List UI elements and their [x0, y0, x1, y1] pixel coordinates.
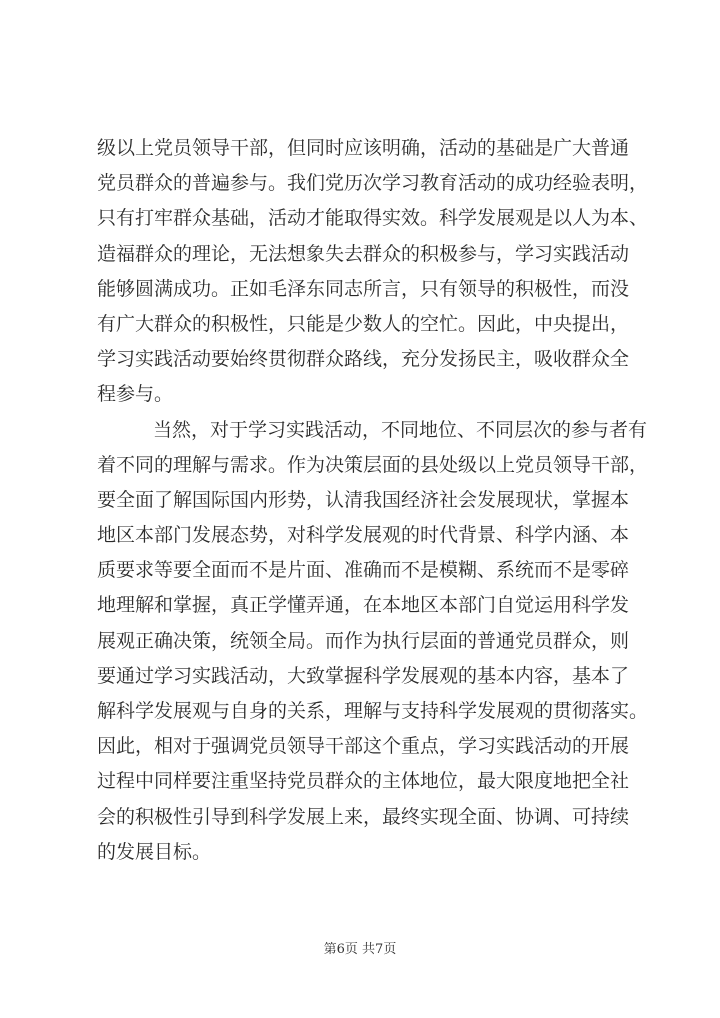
text-line: 质要求等要全面而不是片面、准确而不是模糊、系统而不是零碎	[97, 559, 630, 582]
text-line: 因此，相对于强调党员领导干部这个重点，学习实践活动的开展	[97, 735, 630, 758]
text-line: 地区本部门发展态势，对科学发展观的时代背景、科学内涵、本	[97, 524, 630, 547]
text-line: 要通过学习实践活动，大致掌握科学发展观的基本内容，基本了	[97, 664, 630, 687]
page-footer: 第6页 共7页	[323, 942, 397, 957]
text-line: 造福群众的理论，无法想象失去群众的积极参与，学习实践活动	[97, 242, 630, 265]
text-line: 着不同的理解与需求。作为决策层面的县处级以上党员领导干部，	[97, 453, 649, 476]
body-text	[97, 134, 649, 873]
paragraph	[97, 416, 649, 873]
text-line: 有广大群众的积极性，只能是少数人的空忙。因此，中央提出，	[97, 312, 630, 335]
text-line: 党员群众的普遍参与。我们党历次学习教育活动的成功经验表明，	[97, 172, 649, 195]
text-line: 当然，对于学习实践活动，不同地位、不同层次的参与者有	[153, 418, 648, 441]
text-line: 会的积极性引导到科学发展上来，最终实现全面、协调、可持续	[97, 805, 630, 828]
text-line: 的发展目标。	[97, 840, 212, 863]
paragraph	[97, 134, 649, 416]
text-line: 解科学发展观与自身的关系，理解与支持科学发展观的贯彻落实。	[97, 700, 649, 722]
text-line: 过程中同样要注重坚持党员群众的主体地位，最大限度地把全社	[97, 770, 630, 793]
text-line: 要全面了解国际国内形势，认清我国经济社会发展现状，掌握本	[97, 488, 630, 511]
text-line: 级以上党员领导干部，但同时应该明确，活动的基础是广大普通	[97, 137, 630, 159]
text-line: 展观正确决策，统领全局。而作为执行层面的普通党员群众，则	[97, 629, 630, 652]
text-line: 只有打牢群众基础，活动才能取得实效。科学发展观是以人为本、	[97, 207, 649, 230]
text-line: 能够圆满成功。正如毛泽东同志所言，只有领导的积极性，而没	[97, 277, 630, 300]
text-line: 程参与。	[97, 383, 174, 406]
text-line: 学习实践活动要始终贯彻群众路线，充分发扬民主，吸收群众全	[97, 348, 630, 371]
text-line: 地理解和掌握，真正学懂弄通，在本地区本部门自觉运用科学发	[97, 594, 630, 617]
